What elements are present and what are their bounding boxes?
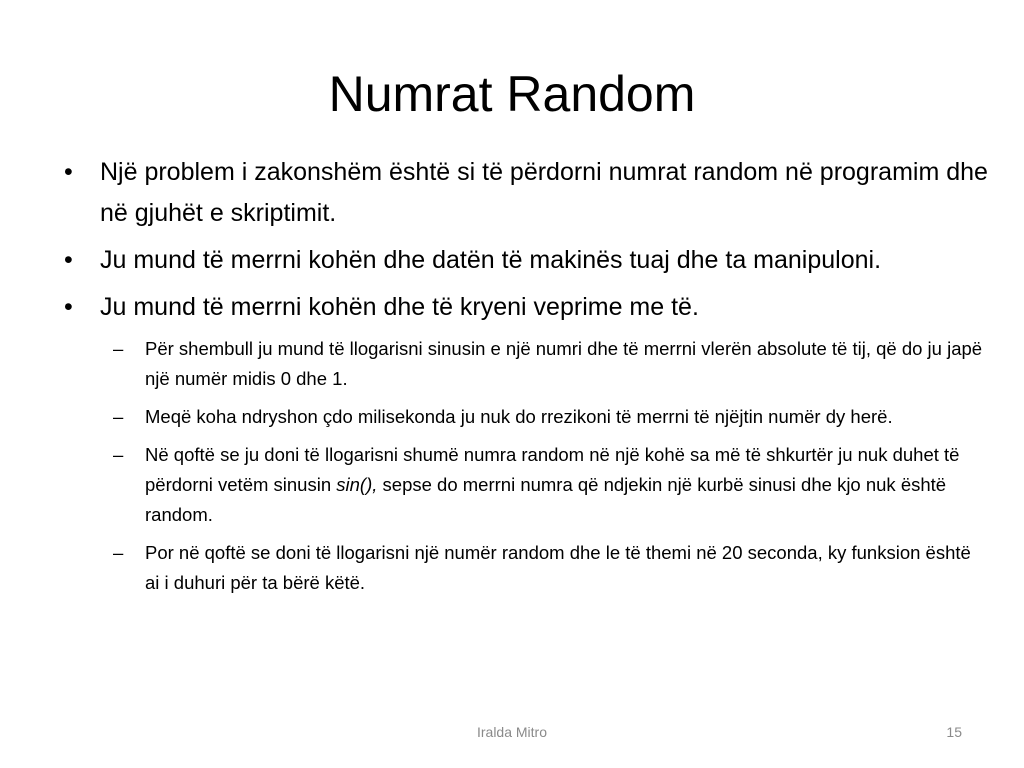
sub-bullet-text-part: Në qoftë se ju doni të llogarisni shumë numra random në një kohë sa më të shkurtër ju nuk duhet të përdorni vetëm sinusin — [145, 444, 960, 495]
slide-title: Numrat Random — [328, 66, 696, 122]
bullet-text: Një problem i zakonshëm është si të përdorni numrat random në programim dhe në gjuhët e skriptimit. — [100, 158, 988, 227]
sub-bullet-item — [60, 440, 990, 530]
sub-bullet-marker: – — [113, 338, 124, 359]
sub-bullet-item — [60, 402, 990, 432]
sub-bullet-item — [60, 538, 990, 598]
sub-bullet-text-italic: sin(), — [336, 474, 378, 495]
bullet-marker: • — [64, 158, 73, 186]
sub-bullet-item — [60, 334, 990, 394]
bullet-item — [60, 240, 990, 281]
bullet-text: Ju mund të merrni kohën dhe datën të makinës tuaj dhe ta manipuloni. — [100, 246, 882, 274]
slide-number: 15 — [946, 724, 962, 740]
sub-bullet-text-part: sepse do merrni numra që ndjekin një kurbë sinusi dhe kjo nuk është random. — [145, 474, 947, 525]
sub-bullet-text: Për shembull ju mund të llogarisni sinusin e një numri dhe të merrni vlerën absolute të tij, që do ju japë një numër midis 0 dhe 1. — [145, 338, 983, 389]
bullet-marker: • — [64, 246, 73, 274]
sub-bullet-text — [145, 444, 959, 525]
sub-bullet-list — [60, 334, 990, 598]
footer-author: Iralda Mitro — [476, 724, 548, 740]
bullet-marker: • — [64, 293, 73, 321]
sub-bullet-marker: – — [113, 542, 124, 563]
sub-bullet-marker: – — [113, 444, 124, 465]
bullet-item — [60, 287, 990, 328]
slide-body — [60, 152, 990, 606]
sub-bullet-text: Meqë koha ndryshon çdo milisekonda ju nuk do rrezikoni të merrni të njëjtin numër dy herë. — [145, 406, 893, 427]
bullet-item — [60, 152, 990, 234]
sub-bullet-text: Por në qoftë se doni të llogarisni një numër random dhe le të themi në 20 seconda, ky funksion është ai i duhuri për ta bërë këtë. — [145, 542, 971, 593]
bullet-text: Ju mund të merrni kohën dhe të kryeni veprime me të. — [100, 293, 699, 321]
sub-bullet-marker: – — [113, 406, 124, 427]
